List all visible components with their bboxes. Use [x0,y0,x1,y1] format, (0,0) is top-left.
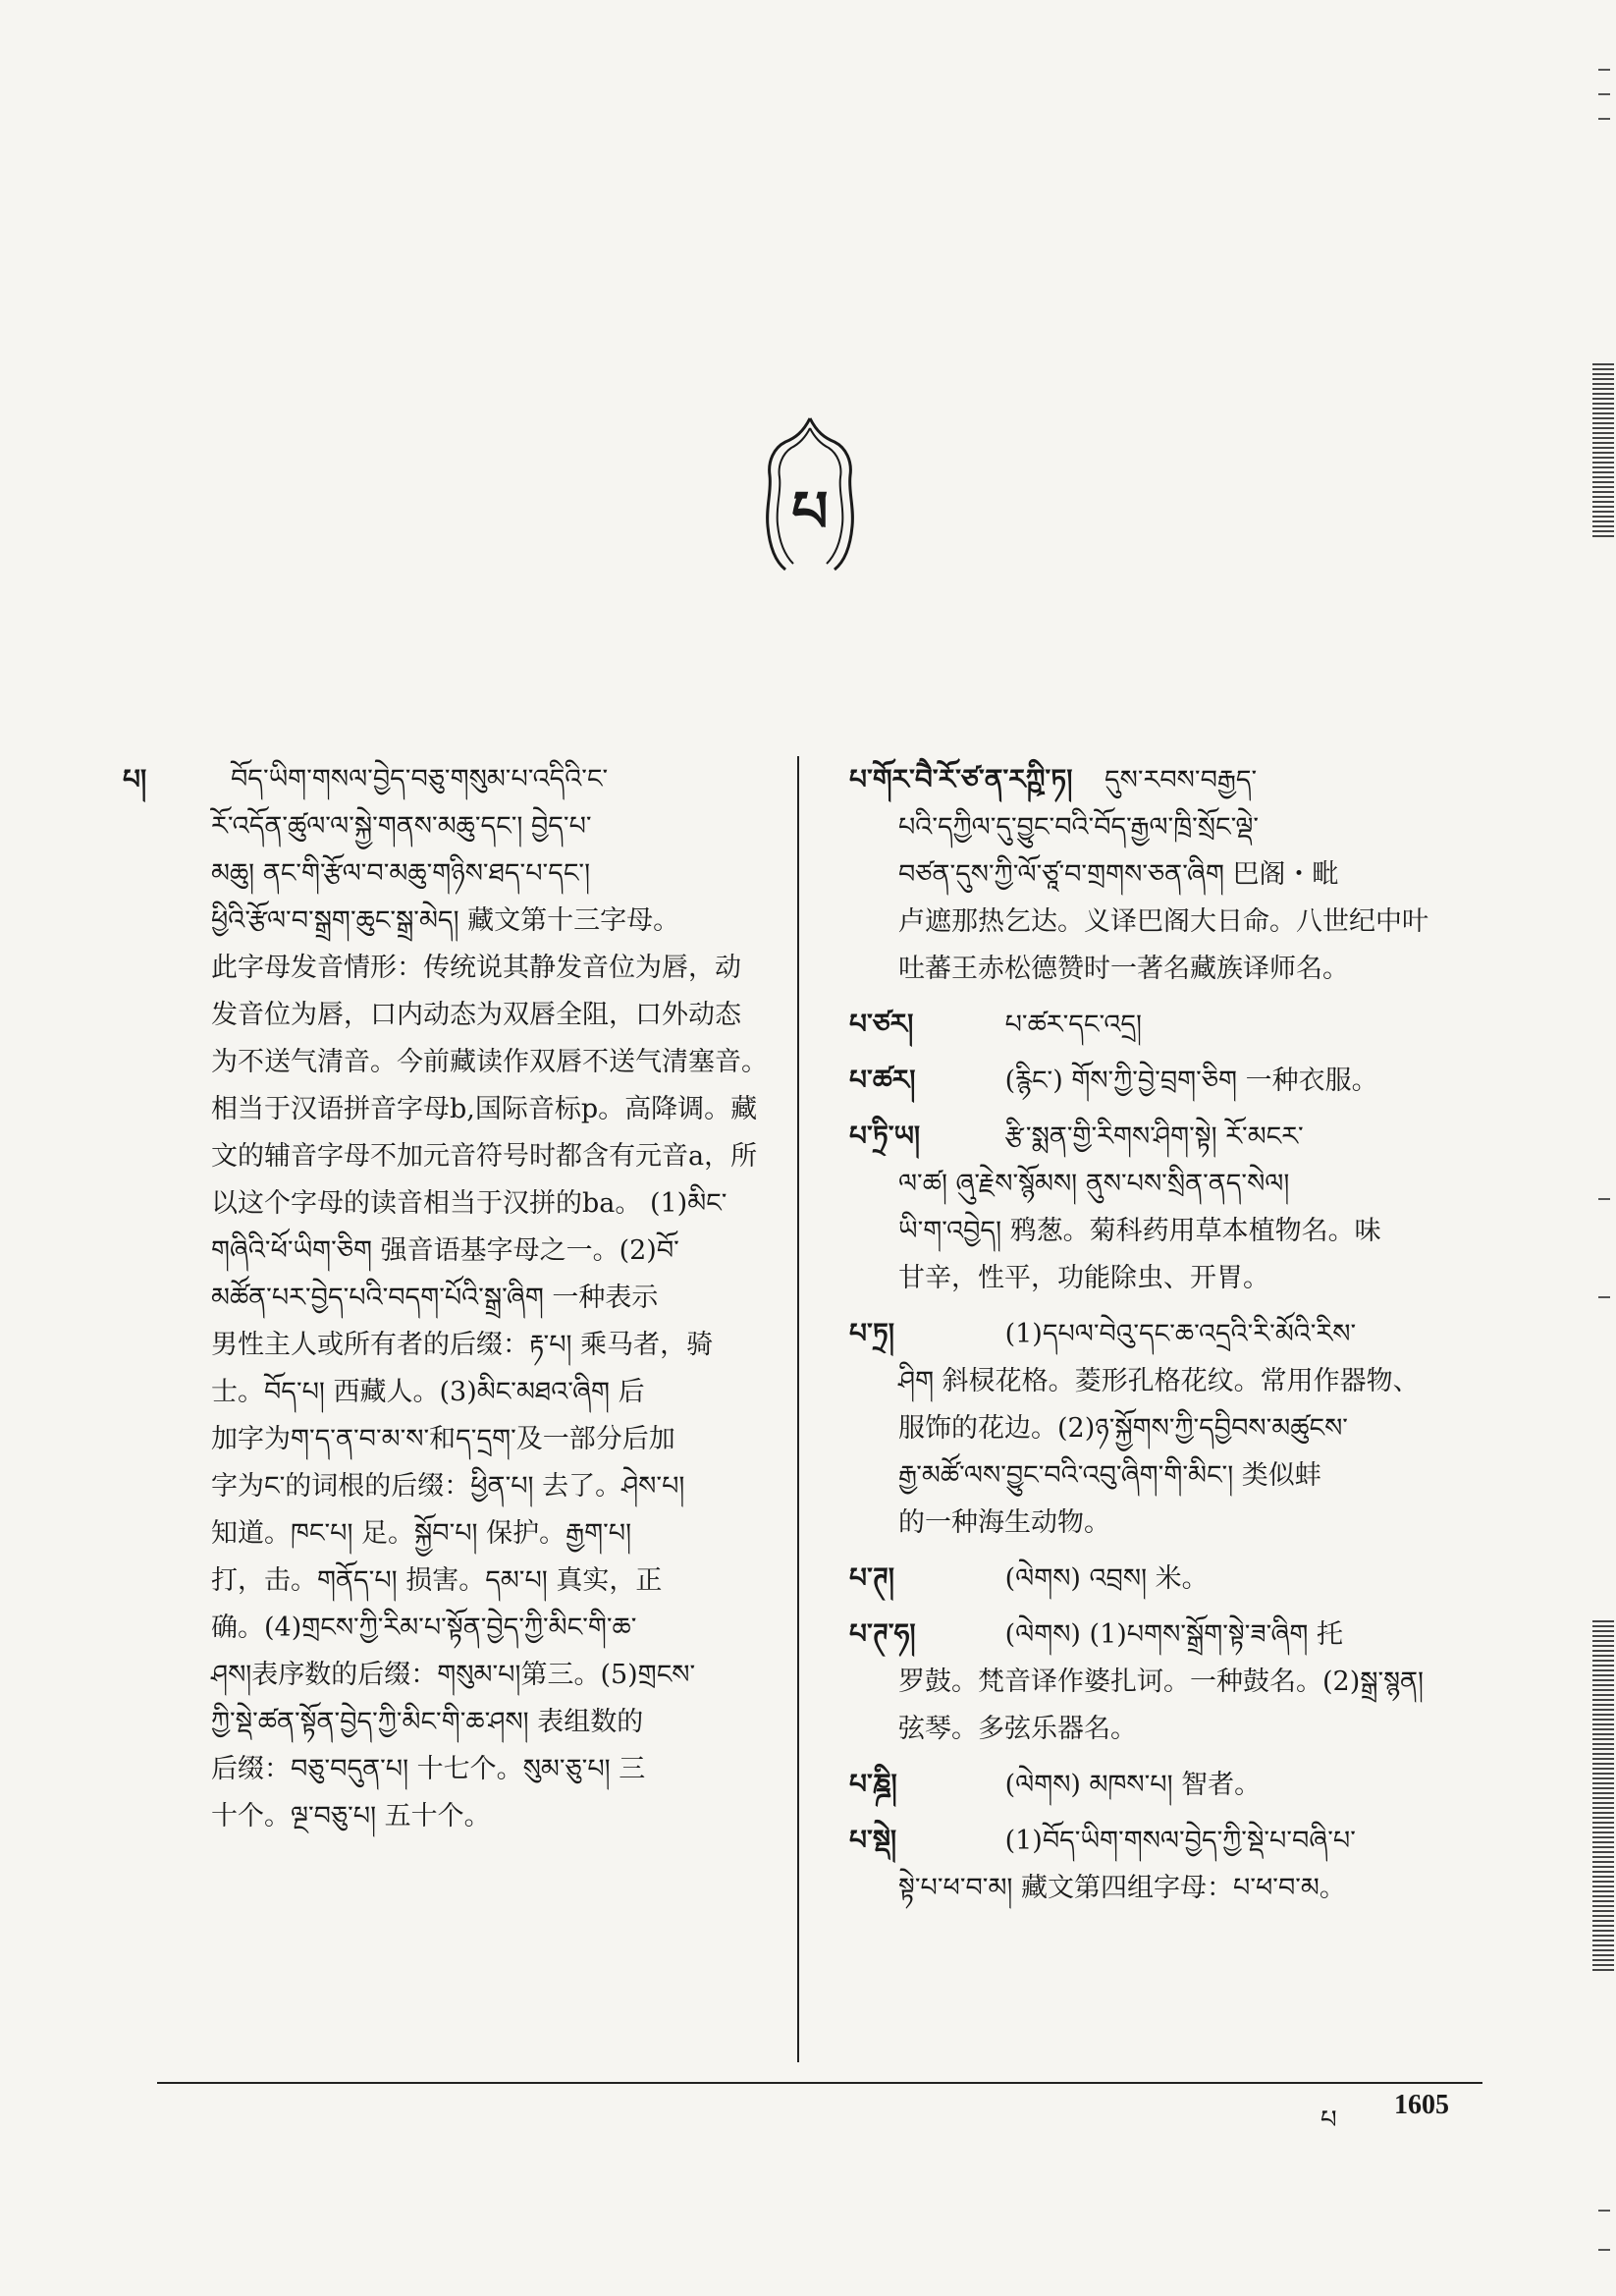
entry-first-line [849,756,1478,804]
entry-body [123,756,781,803]
entry-line: གཞིའི་ཕོ་ཡིག་ཅིག 强音语基字母之一。(2)བོ་ [211,1235,679,1266]
emblem-letter: པ [791,478,829,545]
edge-tick [1598,2249,1610,2251]
edge-bar [1592,363,1614,540]
entry-line: 为不送气清音。今前藏读作双唇不送气清塞音。 [211,1047,768,1077]
entry-line: རྒྱ་མཚོ་ལས་བྱུང་བའི་འབུ་ཞིག་གི་མིང་། 类似蚌 [898,1460,1321,1491]
entry-line: 相当于汉语拼音字母b,国际音标p。高降调。藏 [211,1094,758,1124]
edge-tick [1598,118,1610,120]
entry-line: དུས་རབས་བརྒྱད་ [1104,765,1258,795]
entry-line: 后缀：བཅུ་བདུན་པ། 十七个。སུམ་ཅུ་པ། 三 [211,1754,646,1784]
entry-line: 十个。ལྔ་བཅུ་པ། 五十个。 [211,1801,491,1831]
dictionary-entry [849,1761,1478,1809]
entry-line: 打，击。གནོད་པ། 损害。དམ་པ། 真实，正 [211,1565,663,1596]
page-number: 1605 [1394,2090,1449,2120]
entry-first-line [849,1817,1478,1865]
right-column [849,756,1478,1920]
entry-line: 甘辛，性平，功能除虫、开胃。 [898,1263,1269,1293]
entry-line: ཕྱིའི་རྩོལ་བ་སྒྲག་ཆུང་སྒྲ་མེད། 藏文第十三字母。 [211,905,680,936]
entry-body [849,1659,1478,1753]
entry-body [849,804,1478,993]
edge-tick [1598,2210,1610,2212]
entry-line: (ལེགས) འབྲས། 米。 [1004,1563,1209,1594]
edge-tick [1598,1296,1610,1298]
dictionary-entry [849,1057,1478,1105]
entry-line: པ་ཚར་དང་འདྲ། [1004,1010,1142,1040]
entry-line: ཤས།表序数的后缀：གསུམ་པ།第三。(5)གྲངས་ [211,1660,696,1690]
entry-line: ལ་ཚ། ཞུ་རྗེས་སྙོམས། ནུས་པས་སྲིན་ནད་སེལ། [898,1169,1290,1199]
entry-line: 确。(4)གྲངས་ཀྱི་རིམ་པ་སྟོན་བྱེད་ཀྱི་མིང་གི་ཆ་ [211,1613,637,1643]
entry-line: མཚོན་པར་བྱེད་པའི་བདག་པོའི་སྒྲ་ཞིག 一种表示 [211,1283,659,1313]
entry-line: ཡི་ག་འབྱེད། 鸦葱。菊科药用草本植物名。味 [898,1216,1381,1246]
column-divider [797,756,799,2062]
headword: པ། [123,763,147,795]
entry-line: 发音位为唇，口内动态为双唇全阻，口外动态 [211,1000,741,1030]
entry-line: (ལེགས) མཁས་པ། 智者。 [1004,1770,1262,1800]
dictionary-entry [123,756,781,1840]
chapter-emblem [756,412,864,579]
edge-tick [1598,93,1610,95]
entry-line: 以这个字母的读音相当于汉拼的ba。 (1)མིང་ [211,1188,727,1219]
entry-line: 的一种海生动物。 [898,1507,1110,1538]
headword: པ་ཊ་ཧ། [849,1617,916,1650]
headword: པ་ཊ། [849,1561,894,1594]
entry-line: (ལེགས) (1)པགས་སྒྲོག་སྟེ་ཟ་ཞིག 托 [1004,1619,1343,1650]
entry-body [849,1865,1478,1912]
entry-line: 知道。ཁང་པ། 足。སྐྱོབ་པ། 保护。རྒྱག་པ། [211,1518,632,1549]
dictionary-entry [849,1817,1478,1912]
edge-tick [1598,69,1610,71]
entry-line: 弦琴。多弦乐器名。 [898,1714,1137,1744]
dictionary-entry [849,1113,1478,1302]
entry-body [849,1358,1478,1547]
entry-line: 此字母发音情形：传统说其静发音位为唇，动 [211,953,741,983]
headword: པ་གོར་བཻ་རོ་ཙ་ན་རཀྵི་ཏ། [849,763,1073,795]
dictionary-entry [849,1001,1478,1049]
entry-line: 男性主人或所有者的后缀：རྟ་པ། 乘马者，骑 [211,1330,714,1360]
headword: པ་ཙར། [849,1008,914,1040]
entry-line: 文的辅音字母不加元音符号时都含有元音a，所 [211,1141,758,1172]
entry-line: (1)དཔལ་བེའུ་དང་ཆ་འདྲའི་རི་མོའི་རིས་ [1004,1319,1357,1349]
headword: པ་ཏྲ། [849,1317,894,1349]
entry-line: བོད་ཡིག་གསལ་བྱེད་བཅུ་གསུམ་པ་འདིའི་ང་ [231,764,609,794]
entry-line: (རྙིང་) གོས་ཀྱི་བྱེ་བྲག་ཅིག 一种衣服。 [1004,1066,1378,1096]
entry-line: 服饰的花边。(2)ཉ་སྐྱོགས་ཀྱི་དབྱིབས་མཚུངས་ [898,1413,1348,1444]
edge-bar [1592,1620,1614,1974]
entry-line: མཆུ། ནང་གི་རྩོལ་བ་མཆུ་གཉིས་ཐད་པ་དང་། [211,858,591,889]
entry-line: 字为ང་的词根的后缀：ཕྱིན་པ། 去了。ཤེས་པ། [211,1471,685,1502]
entry-line: 卢遮那热乞达。义译巴阁大日命。八世纪中叶 [898,906,1428,937]
running-head-letter: པ [1320,2105,1337,2135]
entry-line: 加字为ག་ད་ན་བ་མ་ས་和ད་དྲག་及一部分后加 [211,1424,675,1454]
entry-line: རོ་འདོན་ཚུལ་ལ་སྐྱེ་གནས་མཆུ་དང་། བྱེད་པ་ [211,811,592,842]
edge-tick [1598,1198,1610,1200]
entry-line: བཙན་དུས་ཀྱི་ལོ་ཙཱ་བ་གྲགས་ཅན་ཞིག 巴阁・毗 [898,859,1339,890]
entry-line: ཤིག 斜棂花格。菱形孔格花纹。常用作器物、 [898,1366,1420,1396]
headword: པ་ཚར། [849,1064,916,1096]
entry-line: (1)བོད་ཡིག་གསལ་བྱེད་ཀྱི་སྡེ་པ་བཞི་པ་ [1004,1826,1356,1856]
entry-first-line [849,1113,1478,1161]
headword: པ་སྡེ། [849,1824,897,1856]
entry-first-line [849,1310,1478,1358]
entry-first-line [849,1611,1478,1659]
dictionary-entry [849,1310,1478,1547]
entry-line: པའི་དཀྱིལ་དུ་བྱུང་བའི་བོད་རྒྱལ་ཁྲི་སྲོང་ལྡེ་ [898,812,1260,843]
entry-line: རྩི་སྨན་གྱི་རིགས་ཤིག་སྟེ། རོ་མངར་ [1004,1121,1304,1152]
scan-edge-marks [1590,0,1616,2296]
entry-body-cont [123,803,781,1840]
dictionary-entry [849,756,1478,993]
headword: པ་ཎྜི། [849,1768,897,1800]
headword: པ་ཏྲི་ཡ། [849,1120,921,1152]
entry-line: 罗鼓。梵音译作婆扎诃。一种鼓名。(2)སྒྲ་སྙན། [898,1667,1425,1697]
dictionary-entry [849,1611,1478,1753]
left-column [123,756,781,1848]
entry-line: སྟེ་པ་ཕ་བ་མ། 藏文第四组字母：པ་ཕ་བ་མ。 [898,1873,1346,1903]
footer-rule [157,2082,1482,2084]
entry-line: 士。བོད་པ། 西藏人。(3)མིང་མཐའ་ཞིག 后 [211,1377,645,1407]
entry-line: 吐蕃王赤松德赞时一著名藏族译师名。 [898,954,1349,984]
entry-body [849,1161,1478,1302]
entry-line: ཀྱི་སྡེ་ཚན་སྟོན་བྱེད་ཀྱི་མིང་གི་ཆ་ཤས། 表组数的 [211,1707,644,1737]
dictionary-entry [849,1555,1478,1603]
